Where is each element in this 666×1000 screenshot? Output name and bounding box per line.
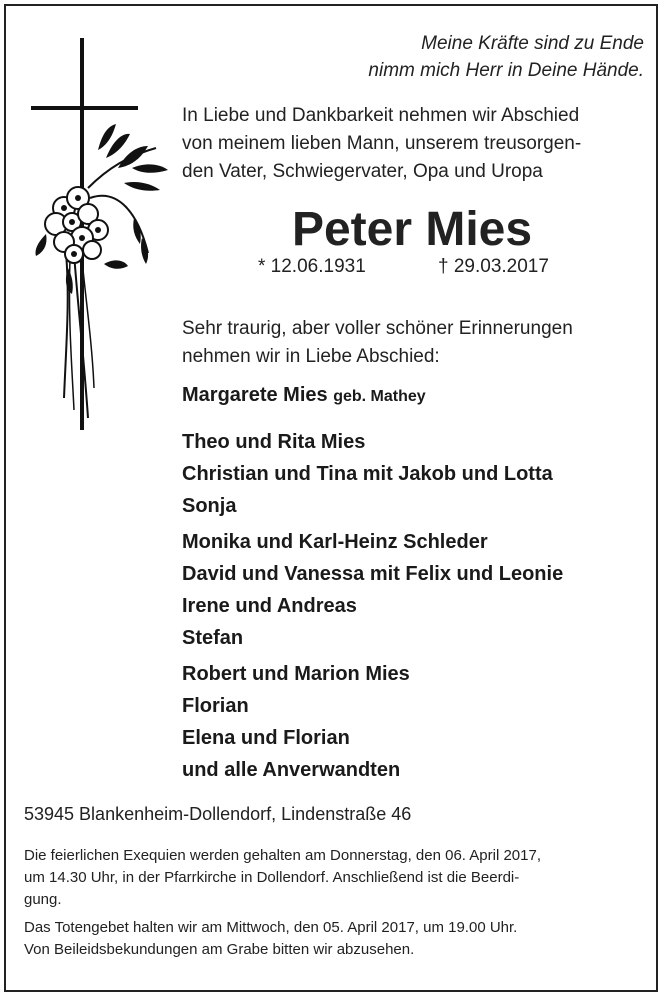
prayer-line: Das Totengebet halten wir am Mittwoch, den 05. April 2017, um 19.00 Uhr. bbox=[24, 919, 518, 936]
widow-name: Margarete Mies bbox=[182, 384, 328, 406]
exequien-line: gung. bbox=[24, 891, 62, 908]
family-group bbox=[182, 526, 563, 654]
family-main-mourner bbox=[182, 380, 563, 412]
family-list bbox=[182, 380, 563, 790]
death-date: † 29.03.2017 bbox=[438, 256, 549, 277]
condolence-line: Von Beileidsbekundungen am Grabe bitten wir abzusehen. bbox=[24, 941, 415, 958]
family-member: Christian und Tina mit Jakob und Lotta bbox=[182, 463, 553, 485]
family-member: Monika und Karl-Heinz Schleder bbox=[182, 531, 488, 553]
intro-line: den Vater, Schwiegervater, Opa und Uropa bbox=[182, 161, 543, 182]
family-member: Sonja bbox=[182, 495, 237, 517]
family-member: Theo und Rita Mies bbox=[182, 431, 366, 453]
family-member: David und Vanessa mit Felix und Leonie bbox=[182, 563, 564, 585]
intro-line: In Liebe und Dankbarkeit nehmen wir Abschied bbox=[182, 105, 580, 126]
family-group bbox=[182, 658, 563, 786]
widow-birthname: geb. Mathey bbox=[333, 388, 426, 405]
intro-line: von meinem lieben Mann, unserem treusorgen- bbox=[182, 133, 582, 154]
family-member: Robert und Marion Mies bbox=[182, 663, 410, 685]
motto-verse bbox=[368, 30, 644, 84]
family-address: 53945 Blankenheim-Dollendorf, Lindenstraße 46 bbox=[24, 804, 412, 824]
family-member: Stefan bbox=[182, 627, 244, 649]
family-member: Irene und Andreas bbox=[182, 595, 357, 617]
funeral-info bbox=[24, 845, 639, 961]
deceased-name: Peter Mies bbox=[291, 203, 533, 256]
family-member: und alle Anverwandten bbox=[182, 759, 401, 781]
intro-text bbox=[182, 102, 642, 186]
family-member: Florian bbox=[182, 695, 249, 717]
family-group bbox=[182, 426, 563, 522]
mourning-line: nehmen wir in Liebe Abschied: bbox=[182, 346, 440, 367]
motto-line: nimm mich Herr in Deine Hände. bbox=[368, 60, 644, 81]
family-member: Elena und Florian bbox=[182, 727, 350, 749]
exequien-line: Die feierlichen Exequien werden gehalten am Donnerstag, den 06. April 2017, bbox=[24, 847, 542, 864]
birth-date: * 12.06.1931 bbox=[258, 256, 366, 277]
mourning-text bbox=[182, 315, 642, 371]
motto-line: Meine Kräfte sind zu Ende bbox=[421, 33, 644, 54]
exequien-line: um 14.30 Uhr, in der Pfarrkirche in Dollendorf. Anschließend ist die Beerdi- bbox=[24, 869, 520, 886]
mourning-line: Sehr traurig, aber voller schöner Erinnerungen bbox=[182, 318, 573, 339]
